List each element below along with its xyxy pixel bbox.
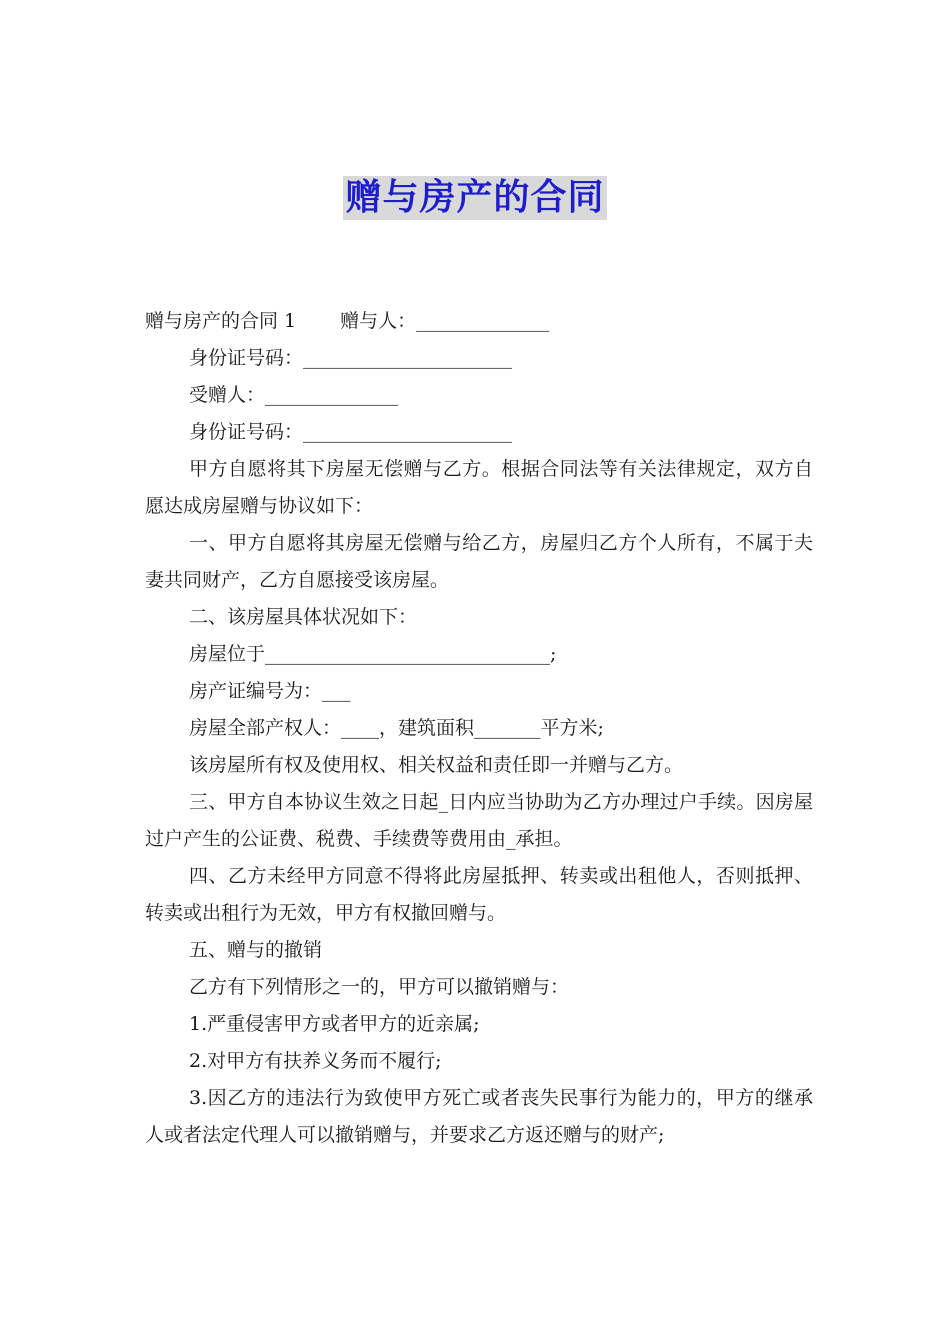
clause-one-paragraph: 一、甲方自愿将其房屋无偿赠与给乙方，房屋归乙方个人所有，不属于夫妻共同财产，乙方自愿接受该房屋。 [145, 532, 813, 591]
document-title: 赠与房产的合同 [345, 177, 605, 218]
contract-number-label: 赠与房产的合同 1 [145, 310, 297, 332]
revocation-item-3: 3.因乙方的违法行为致使甲方死亡或者丧失民事行为能力的，甲方的继承人或者法定代理人可以撤销赠与，并要求乙方返还赠与的财产; [145, 1087, 813, 1146]
property-location-field: 房屋位于______________________________; [189, 643, 557, 665]
document-body [145, 303, 813, 1154]
recipient-field: 受赠人：______________ [189, 384, 399, 406]
rights-transfer-line: 该房屋所有权及使用权、相关权益和责任即一并赠与乙方。 [189, 754, 684, 776]
recipient-id-field: 身份证号码：______________________ [189, 421, 513, 443]
intro-paragraph: 甲方自愿将其下房屋无偿赠与乙方。根据合同法等有关法律规定，双方自愿达成房屋赠与协议如下： [145, 458, 813, 517]
clause-two-heading: 二、该房屋具体状况如下： [189, 606, 418, 628]
property-cert-field: 房产证编号为：___ [189, 680, 351, 702]
clause-five-heading: 五、赠与的撤销 [189, 939, 323, 961]
clause-four-paragraph: 四、乙方未经甲方同意不得将此房屋抵押、转卖或出租他人，否则抵押、转卖或出租行为无效，甲方有权撤回赠与。 [145, 865, 813, 924]
property-owner-area-field: 房屋全部产权人：____，建筑面积_______平方米; [189, 717, 604, 739]
revocation-intro-line: 乙方有下列情形之一的，甲方可以撤销赠与： [189, 976, 570, 998]
revocation-item-2: 2.对甲方有扶养义务而不履行; [189, 1050, 442, 1072]
donor-field: 赠与人：______________ [340, 310, 550, 332]
donor-id-field: 身份证号码：______________________ [189, 347, 513, 369]
contract-header-line [145, 303, 813, 340]
clause-three-paragraph: 三、甲方自本协议生效之日起_日内应当协助为乙方办理过户手续。因房屋过户产生的公证费、税费、手续费等费用由_承担。 [145, 791, 813, 850]
revocation-item-1: 1.严重侵害甲方或者甲方的近亲属; [189, 1013, 480, 1035]
title-container [0, 176, 950, 220]
